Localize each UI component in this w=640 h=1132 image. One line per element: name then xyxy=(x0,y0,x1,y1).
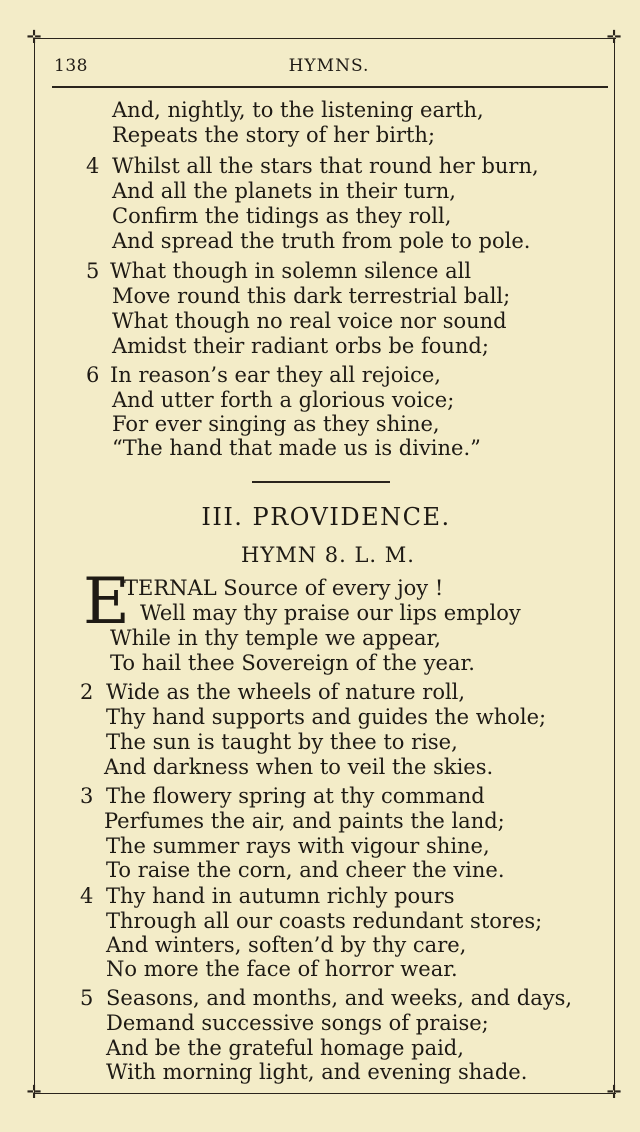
stanza-number: 4 xyxy=(86,154,100,178)
verse-line: And, nightly, to the listening earth, xyxy=(112,98,484,122)
verse-line: And be the grateful homage paid, xyxy=(106,1036,464,1060)
verse-line: Well may thy praise our lips employ xyxy=(140,601,521,625)
verse-line: Thy hand supports and guides the whole; xyxy=(106,705,547,729)
running-title: HYMNS. xyxy=(288,56,370,76)
verse-line: “The hand that made us is divine.” xyxy=(112,436,481,460)
verse-line: The flowery spring at thy command xyxy=(106,784,485,808)
verse-line: The sun is taught by thee to rise, xyxy=(106,730,458,754)
verse-line: In reason’s ear they all rejoice, xyxy=(110,363,441,387)
verse-line: The summer rays with vigour shine, xyxy=(106,834,490,858)
verse-line: Thy hand in autumn richly pours xyxy=(106,884,455,908)
stanza-number: 4 xyxy=(80,884,94,908)
verse-line: No more the face of horror wear. xyxy=(106,957,458,981)
verse-line: Confirm the tidings as they roll, xyxy=(112,204,452,228)
verse-line: Seasons, and months, and weeks, and days, xyxy=(106,986,573,1010)
verse-line: Wide as the wheels of nature roll, xyxy=(106,680,466,704)
stanza-number: 3 xyxy=(80,784,94,808)
verse-line: For ever singing as they shine, xyxy=(112,412,440,436)
verse-line: And spread the truth from pole to pole. xyxy=(112,229,531,253)
verse-line: What though in solemn silence all xyxy=(110,259,472,283)
verse-line: TERNAL Source of every joy ! xyxy=(124,576,444,600)
header-rule xyxy=(52,86,608,88)
verse-line: And all the planets in their turn, xyxy=(112,179,456,203)
page-number: 138 xyxy=(54,56,88,76)
verse-line: And utter forth a glorious voice; xyxy=(112,388,455,412)
verse-line: With morning light, and evening shade. xyxy=(106,1060,528,1084)
verse-line: To hail thee Sovereign of the year. xyxy=(110,651,475,675)
verse-line: Repeats the story of her birth; xyxy=(112,123,436,147)
verse-line: Through all our coasts redundant stores; xyxy=(106,909,543,933)
corner-ornament-icon: ✛ xyxy=(606,27,622,48)
corner-ornament-icon: ✛ xyxy=(26,27,42,48)
corner-ornament-icon: ✛ xyxy=(606,1082,622,1103)
verse-line: Perfumes the air, and paints the land; xyxy=(104,809,505,833)
frame-bottom-border xyxy=(34,1093,616,1094)
drop-cap: E xyxy=(83,565,130,639)
corner-ornament-icon: ✛ xyxy=(26,1082,42,1103)
verse-line: Whilst all the stars that round her burn, xyxy=(112,154,539,178)
stanza-number: 2 xyxy=(80,680,94,704)
verse-line: While in thy temple we appear, xyxy=(110,626,441,650)
verse-line: Amidst their radiant orbs be found; xyxy=(112,334,489,358)
verse-line: Demand successive songs of praise; xyxy=(106,1011,489,1035)
verse-line: What though no real voice nor sound xyxy=(112,309,507,333)
hymn-title: HYMN 8. L. M. xyxy=(241,543,415,567)
frame-top-border xyxy=(34,38,616,39)
stanza-number: 5 xyxy=(86,259,100,283)
section-title: III. PROVIDENCE. xyxy=(201,503,451,531)
verse-line: And darkness when to veil the skies. xyxy=(104,755,494,779)
verse-line: Move round this dark terrestrial ball; xyxy=(112,284,511,308)
stanza-number: 6 xyxy=(86,363,100,387)
verse-line: To raise the corn, and cheer the vine. xyxy=(106,858,505,882)
verse-line: And winters, soften’d by thy care, xyxy=(106,933,467,957)
stanza-number: 5 xyxy=(80,986,94,1010)
section-separator-rule xyxy=(252,481,390,483)
